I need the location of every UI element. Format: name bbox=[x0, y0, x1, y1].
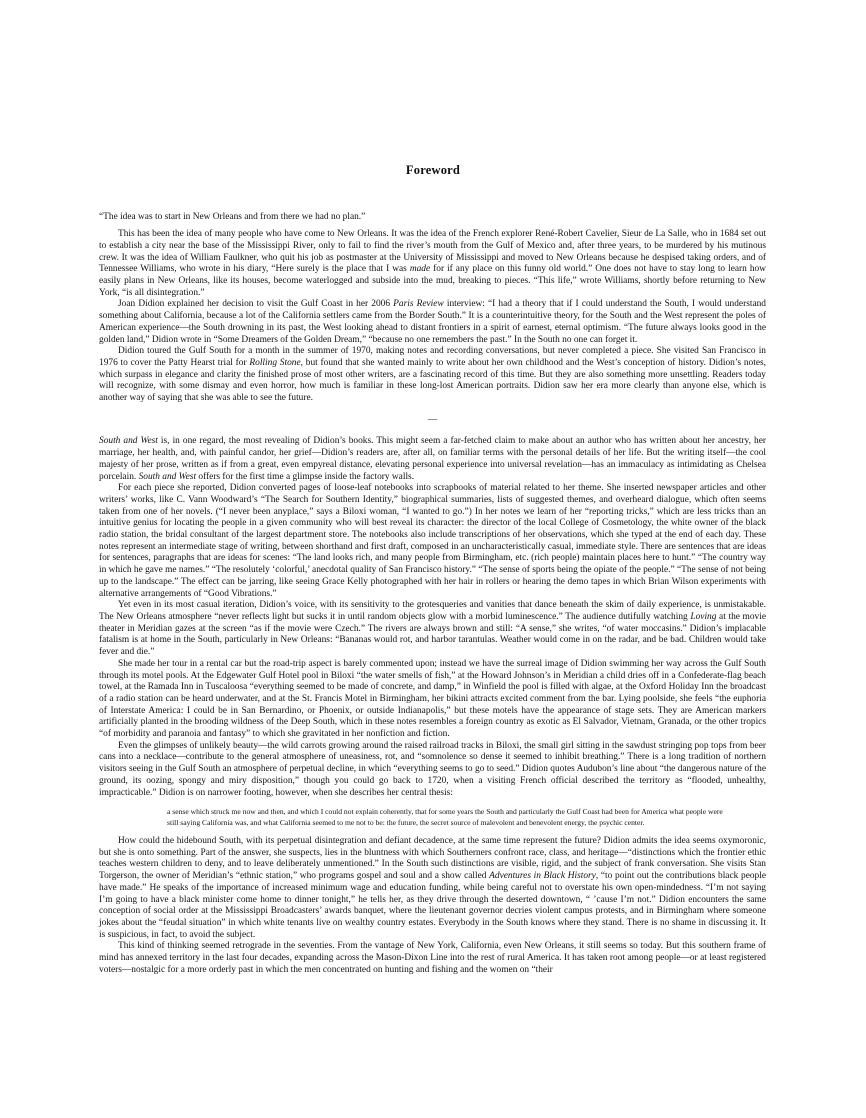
paragraph: Didion toured the Gulf South for a month in the summer of 1970, making notes and recording conversations, but never completed a piece. She visited San Francisco in 1976 to cover the Patty Hearst trial for Rolling Stone, but found that she wanted mainly to write about her own childhood and the West’s conception of history. Didion’s notes, which surpass in elegance and clarity the finished prose of most other writers, are a fascinating record of this time. But they are also something more unsettling. Readers today will recognize, with some dismay and even horror, how much is familiar in these long-lost American portraits. Didion saw her era more clearly than anyone else, which is another way of saying that she was able to see the future. bbox=[99, 346, 766, 404]
paragraph: This kind of thinking seemed retrograde in the seventies. From the vantage of New York, California, even New Orleans, it still seems so today. But this southern frame of mind has annexed territory in the last four decades, expanding across the Mason-Dixon Line into the rest of rural America. It has taken root among people—or at least registered voters—nostalgic for a more orderly past in which the men concentrated on hunting and fishing and the women on “their bbox=[99, 941, 766, 975]
paragraph: Joan Didion explained her decision to visit the Gulf Coast in her 2006 Paris Review interview: “I had a theory that if I could understand the South, I would understand something about California, because a lot of the California settlers came from the Border South.” It is a counterintuitive theory, for the South and the West represent the poles of American experience—the South drowning in its past, the West looking ahead to distant frontiers in a spirit of earnest, eternal optimism. “The future always looks good in the golden land,” Didion wrote in “Some Dreamers of the Golden Dream,” “because no one remembers the past.” In the South no one can forget it. bbox=[99, 299, 766, 345]
paragraph: She made her tour in a rental car but the road-trip aspect is barely commented upon; instead we have the surreal image of Didion swimming her way across the Gulf South through its motel pools. At the Edgewater Gulf Hotel pool in Biloxi “the water smells of fish,” at the Howard Johnson’s in Meridian a child dries off in a Confederate-flag beach towel, at the Ramada Inn in Tuscaloosa “everything seemed to be made of concrete, and damp,” in Winfield the pool is filled with algae, at the Oxford Holiday Inn the broadcast of a radio station can be heard underwater, and at the St. Francis Motel in Birmingham, her bikini attracts excited comment from the bar. Lying poolside, she feels “the euphoria of Interstate America: I could be in San Bernardino, or Phoenix, or outside Indianapolis,” but these motels have the appearance of stage sets. They are American markers artificially planted in the brooding wildness of the Deep South, which in these notes resembles a foreign country as exotic as El Salvador, Vietnam, Granada, or the other tropics “of morbidity and paranoia and fantasy” to which she gravitated in her nonfiction and fiction. bbox=[99, 658, 766, 740]
paragraph: Yet even in its most casual iteration, Didion’s voice, with its sensitivity to the grotesqueries and vanities that dance beneath the skim of daily experience, is unmistakable. The New Orleans atmosphere “never reflects light but sucks it in until random objects glow with a morbid luminescence.” The audience dutifully watching Loving at the movie theater in Meridian gazes at the screen “as if the movie were Czech.” The rivers are always brown and still: “A sense,” she writes, “of water moccasins.” Didion’s implacable fatalism is at home in the South, particularly in New Orleans: “Bananas would rot, and harbor tarantulas. Weather would come in on the radar, and be bad. Children would take fever and die.” bbox=[99, 600, 766, 658]
paragraph: South and West is, in one regard, the most revealing of Didion’s books. This might seem a far-fetched claim to make about an author who has written about her ancestry, her marriage, her health, and, with painful candor, her grief—Didion’s readers are, after all, on familiar terms with the personal details of her life. But the writing itself—the cool majesty of her prose, written as if from a great, even empyreal distance, elevating personal experience into universal revelation—has an immaculacy as intimidating as Chelsea porcelain. South and West offers for the first time a glimpse inside the factory walls. bbox=[99, 436, 766, 482]
paragraph: For each piece she reported, Didion converted pages of loose-leaf notebooks into scrapbooks of material related to her theme. She inserted newspaper articles and other writers’ works, like C. Vann Woodward’s “The Search for Southern Identity,” biographical summaries, lists of suggested themes, and overheard dialogue, which often seems taken from one of her novels. (“I never been anyplace,” says a Biloxi woman, “I wanted to go.”) In her notes we learn of her “reporting tricks,” which are less tricks than an intuitive genius for locating the people in a given community who will best reveal its character: the director of the local College of Cosmetology, the white owner of the black radio station, the bridal consultant of the largest department store. The notebooks also include transcriptions of her observations, which she typed at the end of each day. These notes represent an intermediate stage of writing, between shorthand and first draft, composed in an uncharacteristically casual, immediate style. There are sentences that are ideas for sentences, paragraphs that are ideas for scenes: “The land looks rich, and many people from Birmingham, etc. (rich people) maintain places here to hunt.” “The country way in which he gave me names.” “The resolutely ‘colorful,’ anecdotal quality of San Francisco history.” “The sense of sports being the opiate of the people.” “The sense of not being up to the landscape.” The effect can be jarring, like seeing Grace Kelly photographed with her hair in rollers or hearing the demo tapes in which Brian Wilson experiments with alternative arrangements of “Good Vibrations.” bbox=[99, 483, 766, 599]
block-quote: a sense which struck me now and then, and which I could not explain coherently, that for some years the South and particularly the Gulf Coast had been for America what people were still saying California was, and what California seemed to me not to be: the future, the secret source of malevolent and benevolent energy, the psychic center. bbox=[167, 807, 723, 827]
page-title: Foreword bbox=[405, 163, 461, 177]
paragraph: How could the hidebound South, with its perpetual disintegration and defiant decadence, at the same time represent the future? Didion admits the idea seems oxymoronic, but she is onto something. Part of the answer, she suspects, lies in the bluntness with which Southerners confront race, class, and heritage—“distinctions which the frontier ethic teaches western children to deny, and to leave deliberately unmentioned.” In the South such distinctions are visible, rigid, and the subject of frank conversation. She visits Stan Torgerson, the owner of Meridian’s “ethnic station,” who programs gospel and soul and a show called Adventures in Black History, “to point out the contributions black people have made.” He speaks of the importance of increased minimum wage and education funding, while being careful not to overstate his own open-mindedness. “I’m not saying I’m going to have a black minister come home to dinner tonight,” he tells her, as they drive through the deserted downtown, “ ’cause I’m not.” Didion encounters the same conception of social order at the Mississippi Broadcasters’ awards banquet, where the lieutenant governor decries violent campus protests, and in Birmingham where someone jokes about the “feudal situation” in which white tenants live on wealthy country estates. Everybody in the South knows where they stand. There is no shame in discussing it. It is suspicious, in fact, to avoid the subject. bbox=[99, 836, 766, 940]
paragraph: This has been the idea of many people who have come to New Orleans. It was the idea of the French explorer René-Robert Cavelier, Sieur de La Salle, who in 1684 set out to establish a city near the base of the Mississippi River, only to fail to find the river’s mouth from the Gulf of Mexico and, after three years, to be murdered by his mutinous crew. It was the idea of William Faulkner, who quit his job as postmaster at the University of Mississippi and moved to New Orleans because he despised taking orders, and of Tennessee Williams, who wrote in his diary, “Here surely is the place that I was made for if any place on this funny old world.” One does not have to stay long to learn how easily plans in New Orleans, like its houses, become waterlogged and subside into the mud, breaking to pieces. “This life,” wrote Williams, shortly before returning to New York, “is all disintegration.” bbox=[99, 229, 766, 298]
section-divider: — bbox=[427, 414, 438, 425]
paragraph: “The idea was to start in New Orleans and from there we had no plan.” bbox=[99, 212, 366, 222]
text-body bbox=[99, 212, 766, 977]
paragraph: Even the glimpses of unlikely beauty—the wild carrots growing around the raised railroad tracks in Biloxi, the small girl sitting in the sawdust stringing pop tops from beer cans into a necklace—contribute to the general atmosphere of uneasiness, rot, and “somnolence so dense it seemed to inhibit breathing.” There is a long tradition of northern visitors seeing in the Gulf South an atmosphere of perpetual decline, in which “everything seems to go to seed.” Didion quotes Audubon’s line about “the dangerous nature of the ground, its oozing, spongy and miry disposition,” though you could go back to 1720, when a visiting French official described the territory as “flooded, unhealthy, impracticable.” Didion is on narrower footing, however, when she describes her central thesis: bbox=[99, 740, 766, 798]
